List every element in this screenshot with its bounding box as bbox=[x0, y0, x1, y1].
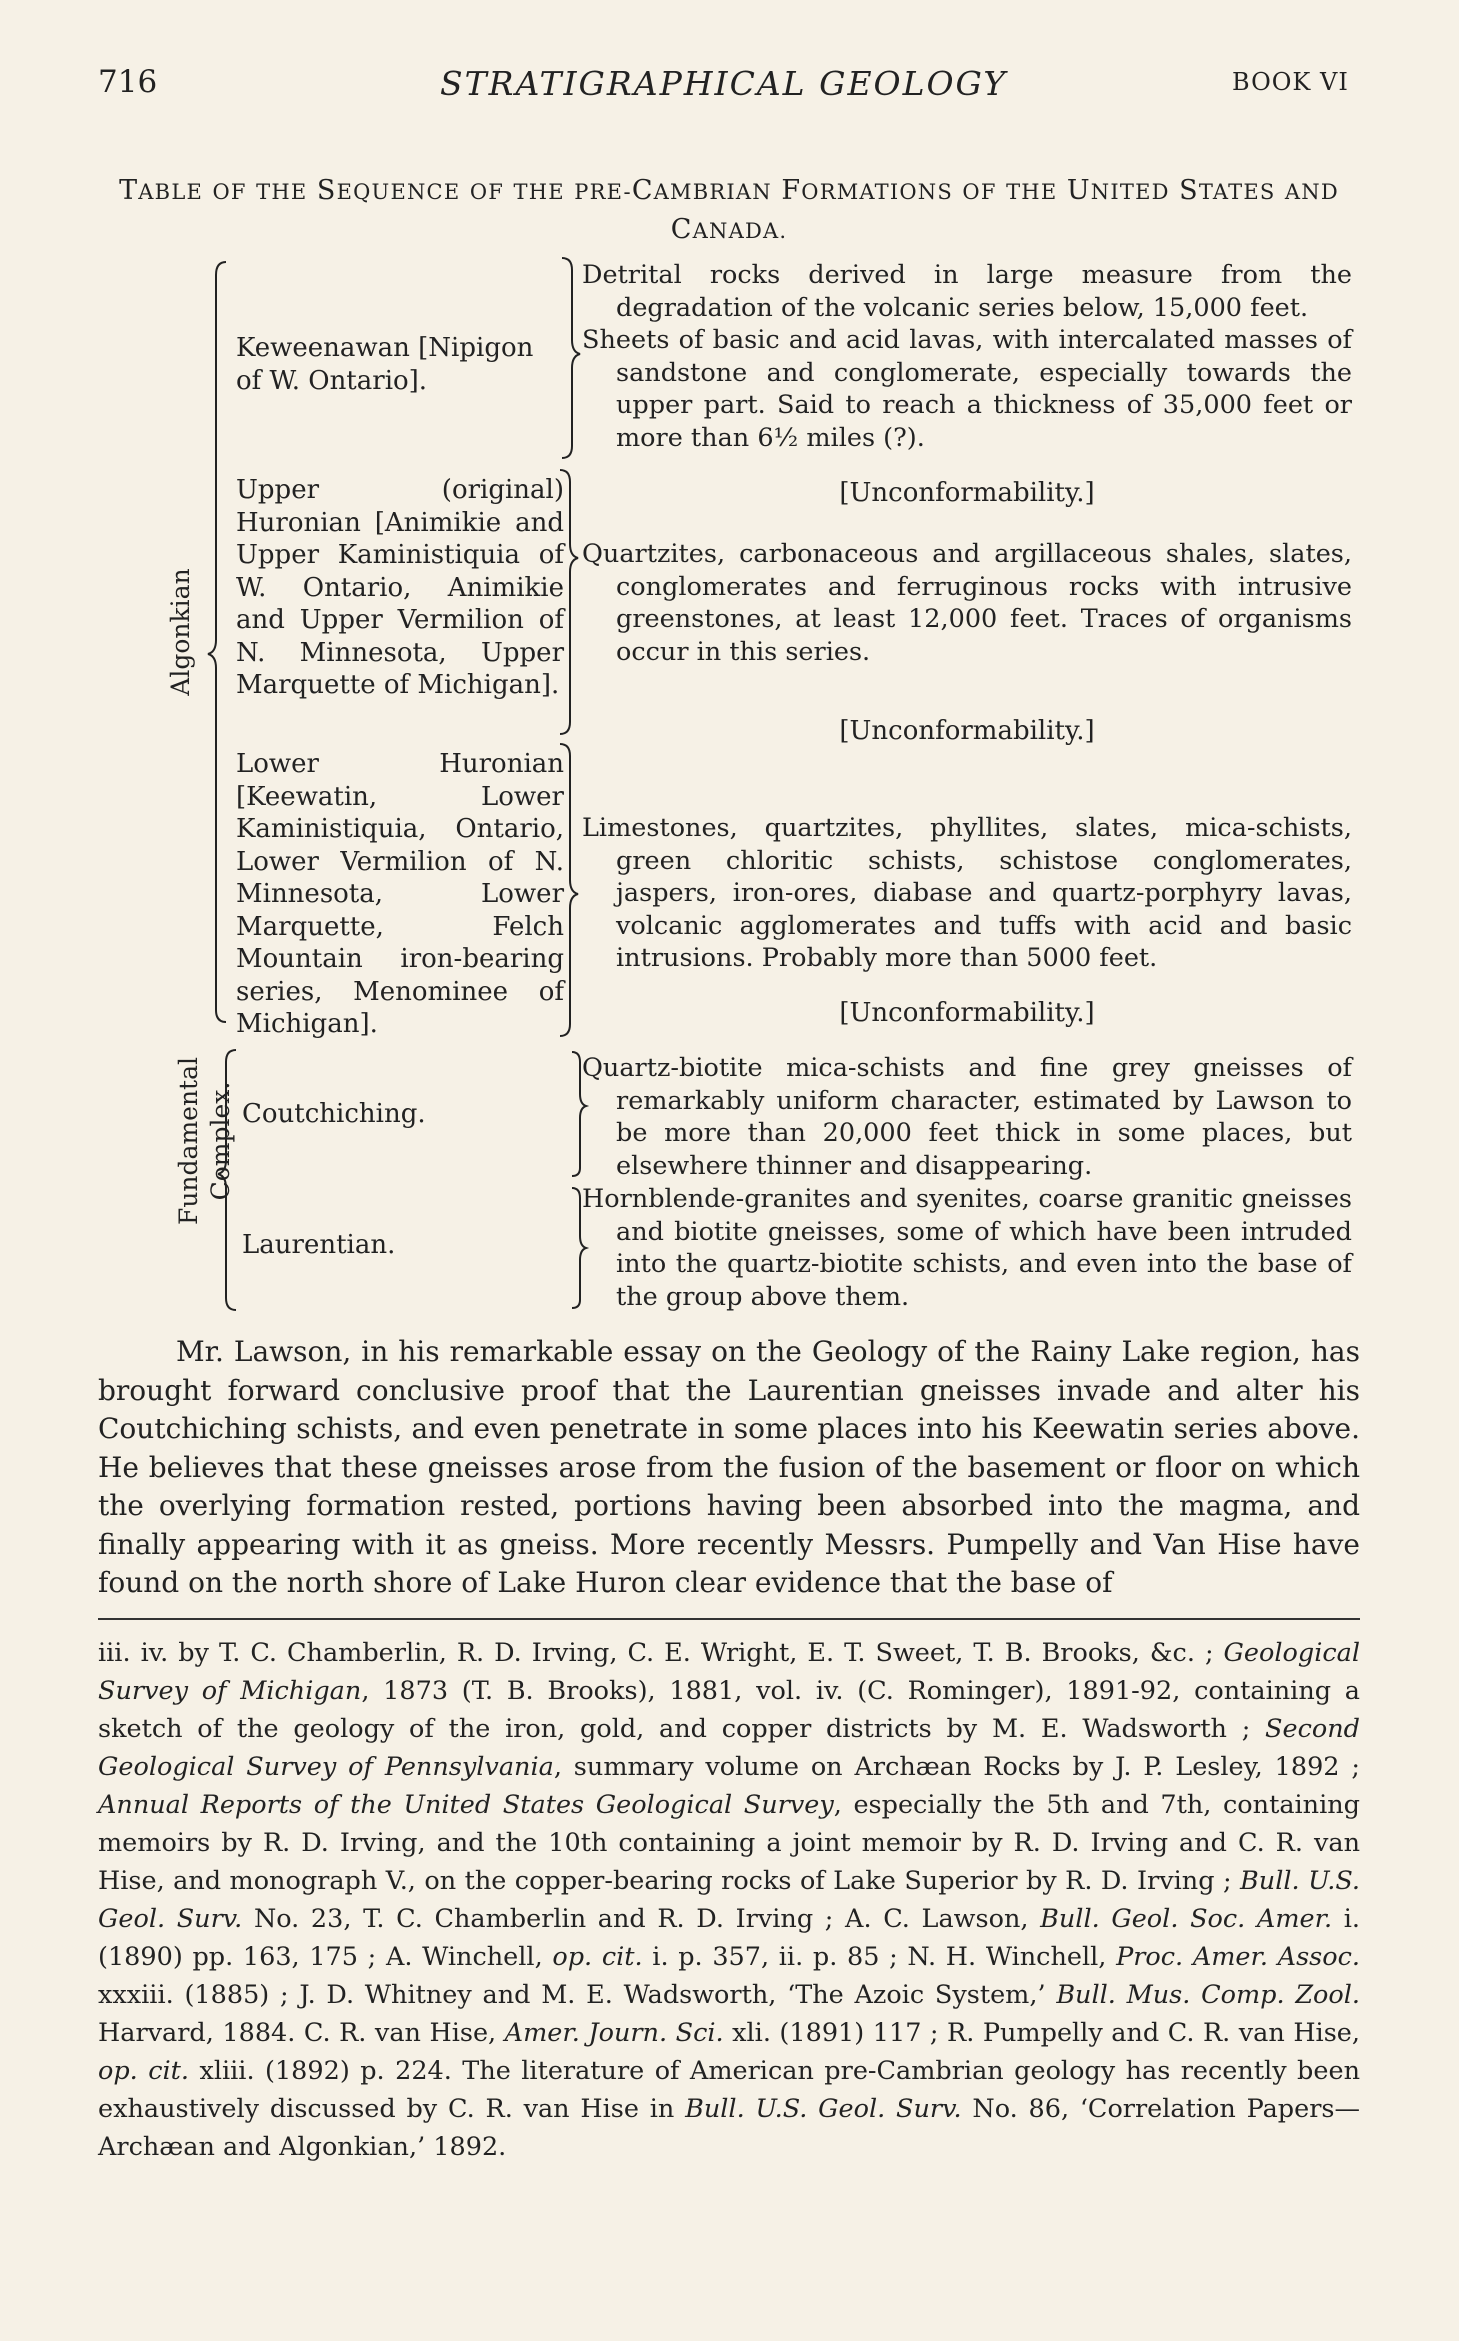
caption-char: E bbox=[443, 180, 461, 204]
body-paragraph: Mr. Lawson, in his remarkable essay on the Geology of the Rainy Lake region, has brought forward conclusive proof that the Laurentian gneisses invade and alter his Coutchiching schists, and even penetrate in some places into his Keewatin series above. He believes that these gneisses arose from the fusion of the basement or floor on which the overlying formation rested, portions having been absorbed into the magma, and finally appearing with it as gneiss. More recently Messrs. Pumpelly and Van Hise have found on the north shore of Lake Huron clear evidence that the base of bbox=[98, 1335, 1360, 1599]
caption-char: S bbox=[1179, 175, 1199, 206]
caption-char: N bbox=[917, 180, 938, 204]
footnote-citation: Bull. Geol. Soc. Amer. bbox=[1040, 1904, 1333, 1934]
footnote bbox=[98, 1634, 1360, 2166]
caption-char: A bbox=[735, 180, 753, 204]
caption-char: - bbox=[623, 180, 632, 204]
caption-char: O bbox=[801, 180, 820, 204]
caption-char: U bbox=[371, 180, 391, 204]
unconformability-label: [Unconformability.] bbox=[839, 478, 1095, 508]
caption-char: T bbox=[1119, 180, 1136, 204]
footnote-text: , especially the 5th and 7th, containing memoirs by R. D. Irving, and the 10th containing a joint memoir by R. D. Irving and C. R. van Hise, and monograph V., on the copper-bearing rocks of Lake Superior by R. D. Irving ; bbox=[98, 1790, 1360, 1896]
footnote-citation: Bull. U.S. Geol. Surv. bbox=[685, 2094, 962, 2124]
formation-name: Lower Huronian [Keewatin, Lower Kaministiquia, Ontario, Lower Vermilion of N. Minnesota, Lower Marquette, Felch Mountain iron-bearing series, Menominee of Michigan]. bbox=[236, 749, 564, 1039]
caption-char: I bbox=[726, 180, 736, 204]
page-number: 716 bbox=[98, 64, 158, 100]
footnote-citation: Bull. U.S. Geol. Surv. bbox=[98, 1866, 1360, 1934]
formation-description bbox=[582, 812, 1352, 975]
caption-char: D bbox=[1151, 180, 1170, 204]
caption-char: O bbox=[469, 180, 489, 204]
caption-char: S bbox=[316, 175, 337, 206]
caption-char: A bbox=[1284, 180, 1302, 204]
footnote-citation: Amer. Journ. Sci. bbox=[504, 2018, 724, 2048]
footnote-text: Harvard, 1884. C. R. van Hise, bbox=[98, 2018, 505, 2048]
caption-char: I bbox=[1110, 180, 1120, 204]
footnote-text: , 1873 (T. B. Brooks), 1881, vol. iv. (C. Rominger), 1891-92, containing a sketch of the geology of the iron, gold, and copper districts by M. E. Wadsworth ; bbox=[98, 1676, 1360, 1744]
caption-char: I bbox=[889, 180, 900, 204]
description-line: Limestones, quartzites, phyllites, slates, mica-schists, green chloritic schists, schistose conglomerates, jaspers, iron-ores, diabase and quartz-porphyry lavas, volcanic agglomerates and tuffs with acid and basic intrusions. Probably more than 5000 feet. bbox=[582, 813, 1352, 973]
caption-char: P bbox=[574, 180, 590, 204]
footnote-citation: Bull. Mus. Comp. Zool. bbox=[1056, 1980, 1361, 2010]
book-label: BOOK VI bbox=[1232, 68, 1349, 96]
caption-char: A bbox=[728, 219, 745, 243]
caption-char: T bbox=[119, 175, 139, 206]
caption-char: C bbox=[631, 175, 654, 206]
caption-char: T bbox=[874, 180, 890, 204]
description-line: Quartz-biotite mica-schists and fine grey gneisses of remarkably uniform character, estimated by Lawson to be more than 20,000 feet thick in some places, but elsewhere thinner and disappearing. bbox=[582, 1053, 1352, 1181]
caption-char: . bbox=[779, 219, 788, 243]
footnote-citation: Proc. Amer. Assoc. bbox=[1116, 1942, 1361, 1972]
caption-char: E bbox=[1243, 180, 1260, 204]
footnote-citation: Annual Reports of the United States Geological Survey bbox=[98, 1790, 834, 1820]
caption-char: N bbox=[708, 219, 729, 243]
footnote-text: xliii. (1892) p. 224. The literature of American pre-Cambrian geology has recently been exhaustively discussed by C. R. van Hise in bbox=[98, 2056, 1360, 2124]
group-label-algonkian: Algonkian bbox=[166, 568, 195, 696]
footnote-text: No. 23, T. C. Chamberlin and R. D. Irving ; A. C. Lawson, bbox=[242, 1904, 1041, 1934]
caption-char: E bbox=[1040, 180, 1058, 204]
footnote-text: xxxiii. (1885) ; J. D. Whitney and M. E. Wadsworth, ‘The Azoic System,’ bbox=[98, 1980, 1057, 2010]
footnote-text: iii. iv. by T. C. Chamberlin, R. D. Irving, C. E. Wright, E. T. Sweet, T. B. Brooks, &c. ; bbox=[98, 1638, 1224, 1668]
caption-char: E bbox=[548, 180, 565, 204]
caption-char: N bbox=[406, 180, 427, 204]
caption-char: A bbox=[138, 180, 155, 204]
description-line: Detrital rocks derived in large measure from the degradation of the volcanic series below, 15,000 feet. bbox=[582, 260, 1352, 323]
formation-name: Keweenawan [Nipigon of W. Ontario]. bbox=[236, 333, 534, 396]
caption-char: M bbox=[836, 180, 860, 204]
caption-char: B bbox=[154, 180, 172, 204]
caption-char: T bbox=[513, 180, 529, 204]
caption-char: A bbox=[859, 180, 875, 204]
formation-description bbox=[582, 538, 1352, 668]
caption-char: T bbox=[1228, 180, 1244, 204]
unconformability-label: [Unconformability.] bbox=[839, 998, 1095, 1028]
caption-char: N bbox=[1301, 180, 1321, 204]
formation-description bbox=[582, 259, 1352, 454]
caption-char: R bbox=[819, 180, 837, 204]
caption-char: D bbox=[744, 219, 763, 243]
caption-char: H bbox=[528, 180, 549, 204]
formation-description bbox=[582, 1052, 1352, 1182]
footnote-text: i. (1890) pp. 163, 175 ; A. Winchell, bbox=[98, 1904, 1361, 1972]
caption-char: O bbox=[962, 180, 981, 204]
footnote-text: xli. (1891) 117 ; R. Pumpelly and C. R. van Hise, bbox=[723, 2018, 1360, 2048]
caption-char: N bbox=[1090, 180, 1111, 204]
caption-char: E bbox=[390, 180, 407, 204]
caption-char: O bbox=[212, 180, 231, 204]
footnote-text: i. p. 357, ii. p. 85 ; N. H. Winchell, bbox=[642, 1942, 1117, 1972]
caption-char: T bbox=[1006, 180, 1022, 204]
caption-char: E bbox=[1135, 180, 1152, 204]
caption-char: E bbox=[336, 180, 354, 204]
caption-char: M bbox=[670, 180, 693, 204]
caption-char: L bbox=[171, 180, 187, 204]
caption-char: T bbox=[1198, 180, 1213, 204]
caption-char: C bbox=[426, 180, 444, 204]
caption-char: R bbox=[709, 180, 727, 204]
description-line: Sheets of basic and acid lavas, with intercalated masses of sandstone and conglomerate, especially towards the upper part. Said to reach a thickness of 35,000 feet or more than 6½ miles (?). bbox=[582, 325, 1352, 453]
caption-char: E bbox=[606, 180, 624, 204]
caption-char: A bbox=[1212, 180, 1229, 204]
caption-char: H bbox=[1021, 180, 1041, 204]
caption-char: C bbox=[670, 214, 693, 245]
caption-char: U bbox=[1066, 175, 1091, 206]
caption-char: R bbox=[589, 180, 607, 204]
description-line: Hornblende-granites and syenites, coarse granitic gneisses and biotite gneisses, some of which have been intruded into the quartz-biotite schists, and even into the base of the group above them. bbox=[582, 1184, 1352, 1312]
caption-char: T bbox=[256, 180, 272, 204]
caption-char: B bbox=[692, 180, 710, 204]
caption-char: A bbox=[692, 219, 709, 243]
caption-char: A bbox=[762, 219, 780, 243]
caption-char: E bbox=[186, 180, 203, 204]
caption-char: N bbox=[752, 180, 772, 204]
caption-char: F bbox=[488, 180, 505, 204]
description-line: Quartzites, carbonaceous and argillaceous shales, slates, conglomerates and ferruginous rocks with intrusive greenstones, at least 12,000 feet. Traces of organisms occur in this series. bbox=[582, 539, 1352, 667]
unconformability-label: [Unconformability.] bbox=[839, 716, 1095, 746]
footnote-text: No. 86, ‘Correlation Papers—Archæan and Algonkian,’ 1892. bbox=[98, 2094, 1360, 2162]
caption-char: F bbox=[980, 180, 997, 204]
formation-name: Laurentian. bbox=[242, 1230, 396, 1260]
group-label-fundamental-complex-text: Fundamental Complex. bbox=[174, 1057, 235, 1226]
caption-char: H bbox=[271, 180, 291, 204]
running-title: STRATIGRAPHICAL GEOLOGY bbox=[440, 64, 1008, 103]
footnote-rule bbox=[98, 1618, 1360, 1620]
caption-char: F bbox=[230, 180, 247, 204]
caption-char: D bbox=[1320, 180, 1339, 204]
footnote-citation: op. cit. bbox=[98, 2056, 190, 2086]
formation-description bbox=[582, 1183, 1352, 1313]
caption-char: O bbox=[899, 180, 918, 204]
footnote-citation: op. cit. bbox=[552, 1942, 643, 1972]
footnote-citation: Second Geological Survey of Pennsylvania bbox=[98, 1714, 1360, 1782]
caption-char: S bbox=[1259, 180, 1276, 204]
footnote-text: , summary volume on Archæan Rocks by J. P. Lesley, 1892 ; bbox=[553, 1752, 1360, 1782]
formation-name: Coutchiching. bbox=[242, 1099, 426, 1129]
formation-name: Upper (original) Huronian [Animikie and Upper Kaministiquia of W. Ontario, Animikie and Upper Vermilion of N. Minnesota, Upper Marquette of Michigan]. bbox=[236, 475, 564, 700]
footnote-citation: Geological Survey of Michigan bbox=[98, 1638, 1360, 1706]
caption-char: S bbox=[937, 180, 953, 204]
caption-char: A bbox=[653, 180, 671, 204]
caption-char: Q bbox=[353, 180, 372, 204]
caption-char: F bbox=[781, 175, 802, 206]
caption-char: E bbox=[290, 180, 308, 204]
